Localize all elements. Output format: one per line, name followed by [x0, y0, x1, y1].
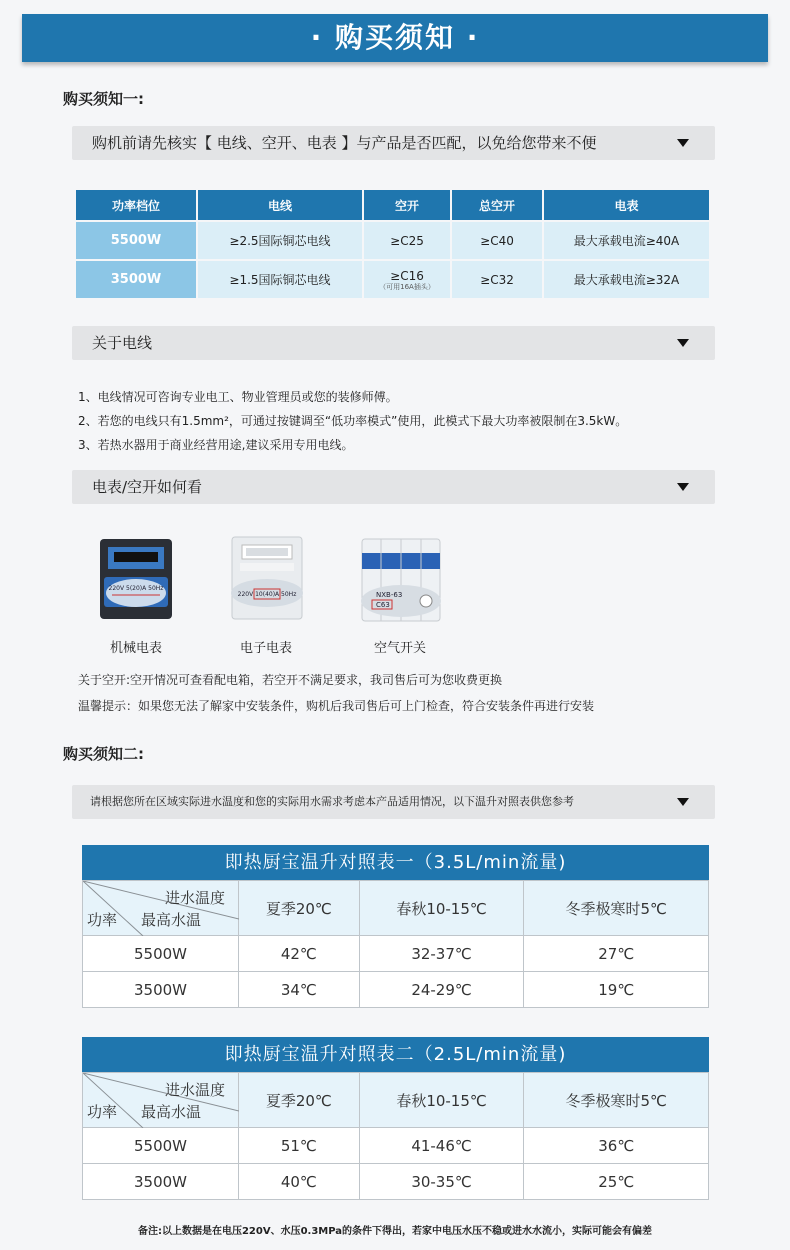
- diag-max-temp: 最高水温: [141, 911, 202, 929]
- temp-cell: 32-37℃: [359, 936, 524, 972]
- check-match-dropdown[interactable]: [72, 126, 715, 160]
- wire-spec: ≥1.5国际铜芯电线: [198, 261, 362, 298]
- diagonal-header: [83, 1073, 239, 1128]
- breaker-note: 关于空开:空开情况可查看配电箱，若空开不满足要求，我司售后可为您收费更换: [78, 673, 503, 687]
- meter2-spec: 220V 10(40)A 50Hz: [237, 591, 297, 598]
- table-row: [83, 1128, 709, 1164]
- temp-table-1-title: 即热厨宝温升对照表一（3.5L/min流量): [82, 845, 709, 880]
- power-level: 3500W: [76, 261, 196, 298]
- col-header-level: 功率档位: [76, 190, 196, 220]
- main-breaker-spec: ≥C40: [452, 222, 542, 259]
- temp-table-2-title: 即热厨宝温升对照表二（2.5L/min流量): [82, 1037, 709, 1072]
- breaker-plug-note: （可用16A插头）: [379, 282, 435, 291]
- diag-power: 功率: [87, 1103, 118, 1121]
- power-level: 5500W: [76, 222, 196, 259]
- col-spring-autumn: 春秋10-15℃: [359, 881, 524, 936]
- wire-note-1: 1、电线情况可咨询专业电工、物业管理员或您的装修师傅。: [78, 390, 398, 404]
- table-row: [76, 261, 709, 298]
- col-summer: 夏季20℃: [239, 1073, 360, 1128]
- temp-table-2: [82, 1072, 709, 1200]
- breaker-rating: C63: [376, 601, 390, 609]
- temp-cell: 30-35℃: [359, 1164, 524, 1200]
- temp-cell: 41-46℃: [359, 1128, 524, 1164]
- about-wire-label: 关于电线: [92, 334, 153, 352]
- table-row: [83, 936, 709, 972]
- temp-cell: 34℃: [239, 972, 360, 1008]
- temp-table-1: [82, 880, 709, 1008]
- diag-inlet-temp: 进水温度: [165, 889, 226, 907]
- section2-heading: 购买须知二:: [63, 745, 144, 763]
- wire-note-3: 3、若热水器用于商业经营用途,建议采用专用电线。: [78, 438, 354, 452]
- col-header-breaker: 空开: [364, 190, 450, 220]
- col-winter: 冬季极寒时5℃: [524, 881, 709, 936]
- breaker-value: ≥C16: [390, 268, 424, 283]
- wire-spec: ≥2.5国际铜芯电线: [198, 222, 362, 259]
- table-row: [83, 972, 709, 1008]
- device-label-air-switch: 空气开关: [373, 641, 426, 656]
- device-label-mechanical: 机械电表: [109, 641, 162, 656]
- col-summer: 夏季20℃: [239, 881, 360, 936]
- dropdown-arrow-icon: [677, 339, 689, 347]
- meter-breaker-label: 电表/空开如何看: [92, 478, 203, 496]
- meter-spec: 最大承载电流≥32A: [544, 261, 709, 298]
- col-header-meter: 电表: [544, 190, 709, 220]
- row-power: 3500W: [83, 972, 239, 1008]
- col-spring-autumn: 春秋10-15℃: [359, 1073, 524, 1128]
- table-row: [83, 1164, 709, 1200]
- check-match-label: 购机前请先核实【 电线、空开、电表 】与产品是否匹配，以免给您带来不便: [92, 134, 597, 152]
- dropdown-arrow-icon: [677, 798, 689, 806]
- temp-cell: 24-29℃: [359, 972, 524, 1008]
- col-header-main-breaker: 总空开: [452, 190, 542, 220]
- temp-cell: 19℃: [524, 972, 709, 1008]
- row-power: 5500W: [83, 1128, 239, 1164]
- diag-inlet-temp: 进水温度: [165, 1081, 226, 1099]
- temp-reference-dropdown[interactable]: [72, 785, 715, 819]
- temp-cell: 42℃: [239, 936, 360, 972]
- temp-reference-label: 请根据您所在区域实际进水温度和您的实际用水需求考虑本产品适用情况，以下温升对照表供您参考: [90, 795, 574, 808]
- install-tip: 温馨提示：如果您无法了解家中安装条件，购机后我司售后可上门检查，符合安装条件再进行安装: [78, 699, 595, 713]
- wire-note-2: 2、若您的电线只有1.5mm²，可通过按键调至“低功率模式”使用，此模式下最大功率被限制在3.5kW。: [78, 414, 628, 428]
- temp-cell: 27℃: [524, 936, 709, 972]
- breaker-model: NXB-63: [376, 591, 403, 599]
- temp-cell: 36℃: [524, 1128, 709, 1164]
- breaker-spec: [364, 222, 450, 259]
- about-wire-dropdown[interactable]: [72, 326, 715, 360]
- power-requirements-table: [74, 188, 711, 300]
- table-row: [76, 222, 709, 259]
- temp-cell: 25℃: [524, 1164, 709, 1200]
- temp-cell: 40℃: [239, 1164, 360, 1200]
- footnote: 备注:以上数据是在电压220V、水压0.3MPa的条件下得出，若家中电压水压不稳或进水水流小，实际可能会有偏差: [137, 1226, 653, 1237]
- meter-spec: 最大承载电流≥40A: [544, 222, 709, 259]
- row-power: 3500W: [83, 1164, 239, 1200]
- air-switch-image: [356, 533, 446, 629]
- col-header-wire: 电线: [198, 190, 362, 220]
- meter1-spec: 220V 5(20)A 50Hz: [108, 585, 164, 592]
- meter-breaker-dropdown[interactable]: [72, 470, 715, 504]
- row-power: 5500W: [83, 936, 239, 972]
- device-label-electronic: 电子电表: [239, 641, 292, 656]
- col-winter: 冬季极寒时5℃: [524, 1073, 709, 1128]
- breaker-spec: [364, 261, 450, 298]
- dropdown-arrow-icon: [677, 139, 689, 147]
- diagonal-header: [83, 881, 239, 936]
- diag-max-temp: 最高水温: [141, 1103, 202, 1121]
- section1-heading: 购买须知一:: [63, 90, 144, 108]
- temp-cell: 51℃: [239, 1128, 360, 1164]
- dropdown-arrow-icon: [677, 483, 689, 491]
- page-banner: · 购买须知 ·: [22, 14, 768, 62]
- mechanical-meter-image: [96, 535, 176, 627]
- breaker-value: ≥C25: [390, 233, 424, 248]
- electronic-meter-image: [228, 533, 306, 627]
- main-breaker-spec: ≥C32: [452, 261, 542, 298]
- diag-power: 功率: [87, 911, 118, 929]
